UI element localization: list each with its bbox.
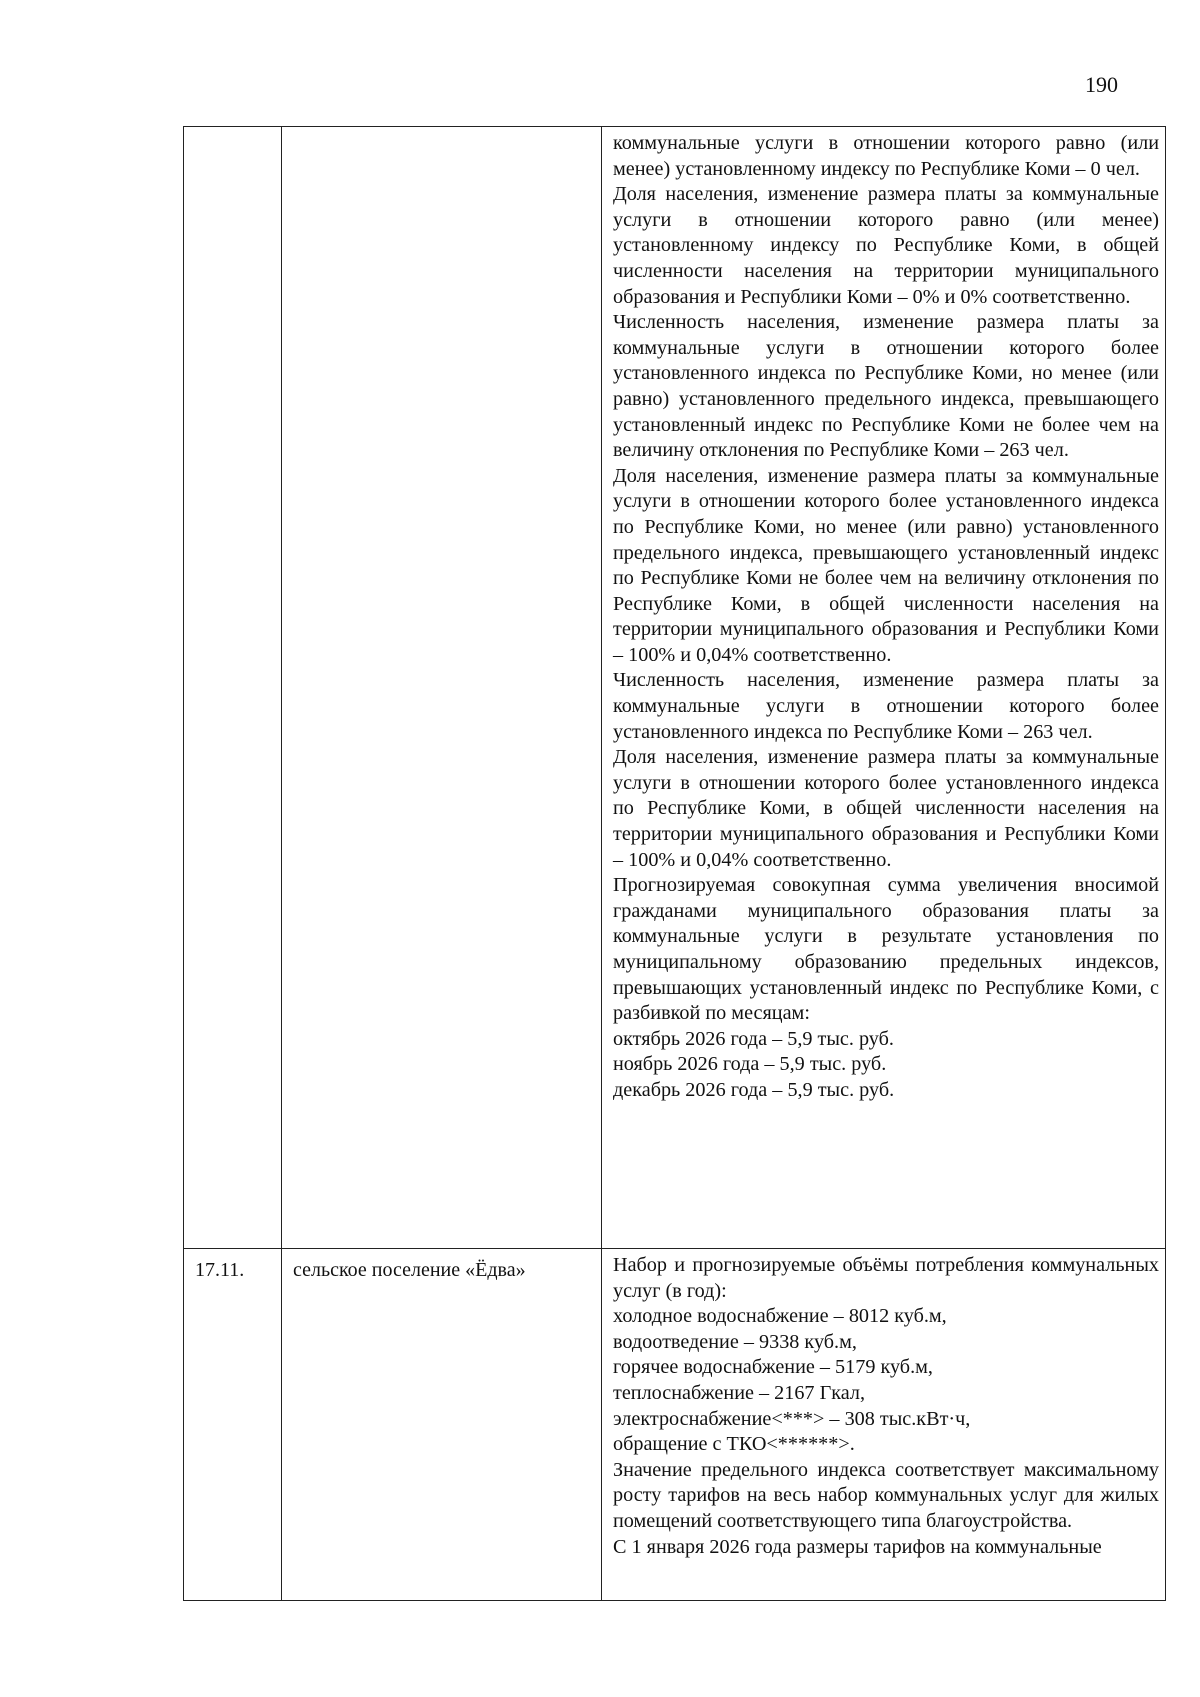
paragraph: Численность населения, изменение размера платы за коммунальные услуги в отношении которого более установленного индекса по Республике Коми, но менее (или равно) установленного предельного индекса, превышающего установленный индекс по Республике Коми не более чем на величину отклонения по Республике Коми – 263 чел.: [613, 311, 1159, 462]
row-number-cell: 17.11.: [184, 1249, 282, 1601]
utility-item: обращение с ТКО<******>.: [613, 1433, 855, 1456]
utility-item: горячее водоснабжение – 5179 куб.м,: [613, 1356, 933, 1379]
utility-item: электроснабжение<***> – 308 тыс.кВт·ч,: [613, 1407, 971, 1430]
page-number: 190: [1085, 72, 1118, 97]
monthly-amount: ноябрь 2026 года – 5,9 тыс. руб.: [613, 1053, 887, 1076]
paragraph: Доля населения, изменение размера платы за коммунальные услуги в отношении которого более установленного индекса по Республике Коми, в общей численности населения на территории муниципального образования и Республики Коми – 100% и 0,04% соответственно.: [613, 746, 1159, 871]
municipality-name-cell: сельское поселение «Ёдва»: [282, 1249, 602, 1601]
paragraph: Прогнозируемая совокупная сумма увеличения вносимой гражданами муниципального образования платы за коммунальные услуги в результате установления по муниципальному образованию предельных индексов, превышающих установленный индекс по Республике Коми, с разбивкой по месяцам:: [613, 874, 1159, 1025]
paragraph: коммунальные услуги в отношении которого равно (или менее) установленному индексу по Республике Коми – 0 чел.: [613, 132, 1159, 180]
utility-item: водоотведение – 9338 куб.м,: [613, 1330, 857, 1353]
paragraph: Численность населения, изменение размера платы за коммунальные услуги в отношении которого более установленного индекса по Республике Коми – 263 чел.: [613, 669, 1159, 743]
paragraph: Значение предельного индекса соответствует максимальному росту тарифов на весь набор коммунальных услуг для жилых помещений соответствующего типа благоустройства.: [613, 1458, 1159, 1532]
table-row: [184, 1249, 1166, 1601]
paragraph: Набор и прогнозируемые объёмы потребления коммунальных услуг (в год):: [613, 1254, 1159, 1302]
monthly-amount: декабрь 2026 года – 5,9 тыс. руб.: [613, 1078, 895, 1101]
utility-item: холодное водоснабжение – 8012 куб.м,: [613, 1305, 947, 1328]
utility-item: теплоснабжение – 2167 Гкал,: [613, 1381, 865, 1404]
municipality-name-cell: [282, 127, 602, 1249]
paragraph: С 1 января 2026 года размеры тарифов на коммунальные: [613, 1535, 1102, 1558]
table-row: [184, 127, 1166, 1249]
description-cell: [602, 1249, 1166, 1601]
description-cell: [602, 127, 1166, 1249]
paragraph: Доля населения, изменение размера платы за коммунальные услуги в отношении которого более установленного индекса по Республике Коми, но менее (или равно) установленного предельного индекса, превышающего установленный индекс по Республике Коми не более чем на величину отклонения по Республике Коми, в общей численности населения на территории муниципального образования и Республики Коми – 100% и 0,04% соответственно.: [613, 464, 1159, 666]
monthly-amount: октябрь 2026 года – 5,9 тыс. руб.: [613, 1027, 894, 1050]
paragraph: Доля населения, изменение размера платы за коммунальные услуги в отношении которого равно (или менее) установленному индексу по Республике Коми, в общей численности населения на территории муниципального образования и Республики Коми – 0% и 0% соответственно.: [613, 183, 1159, 308]
row-number-cell: [184, 127, 282, 1249]
document-table: [183, 126, 1166, 1601]
